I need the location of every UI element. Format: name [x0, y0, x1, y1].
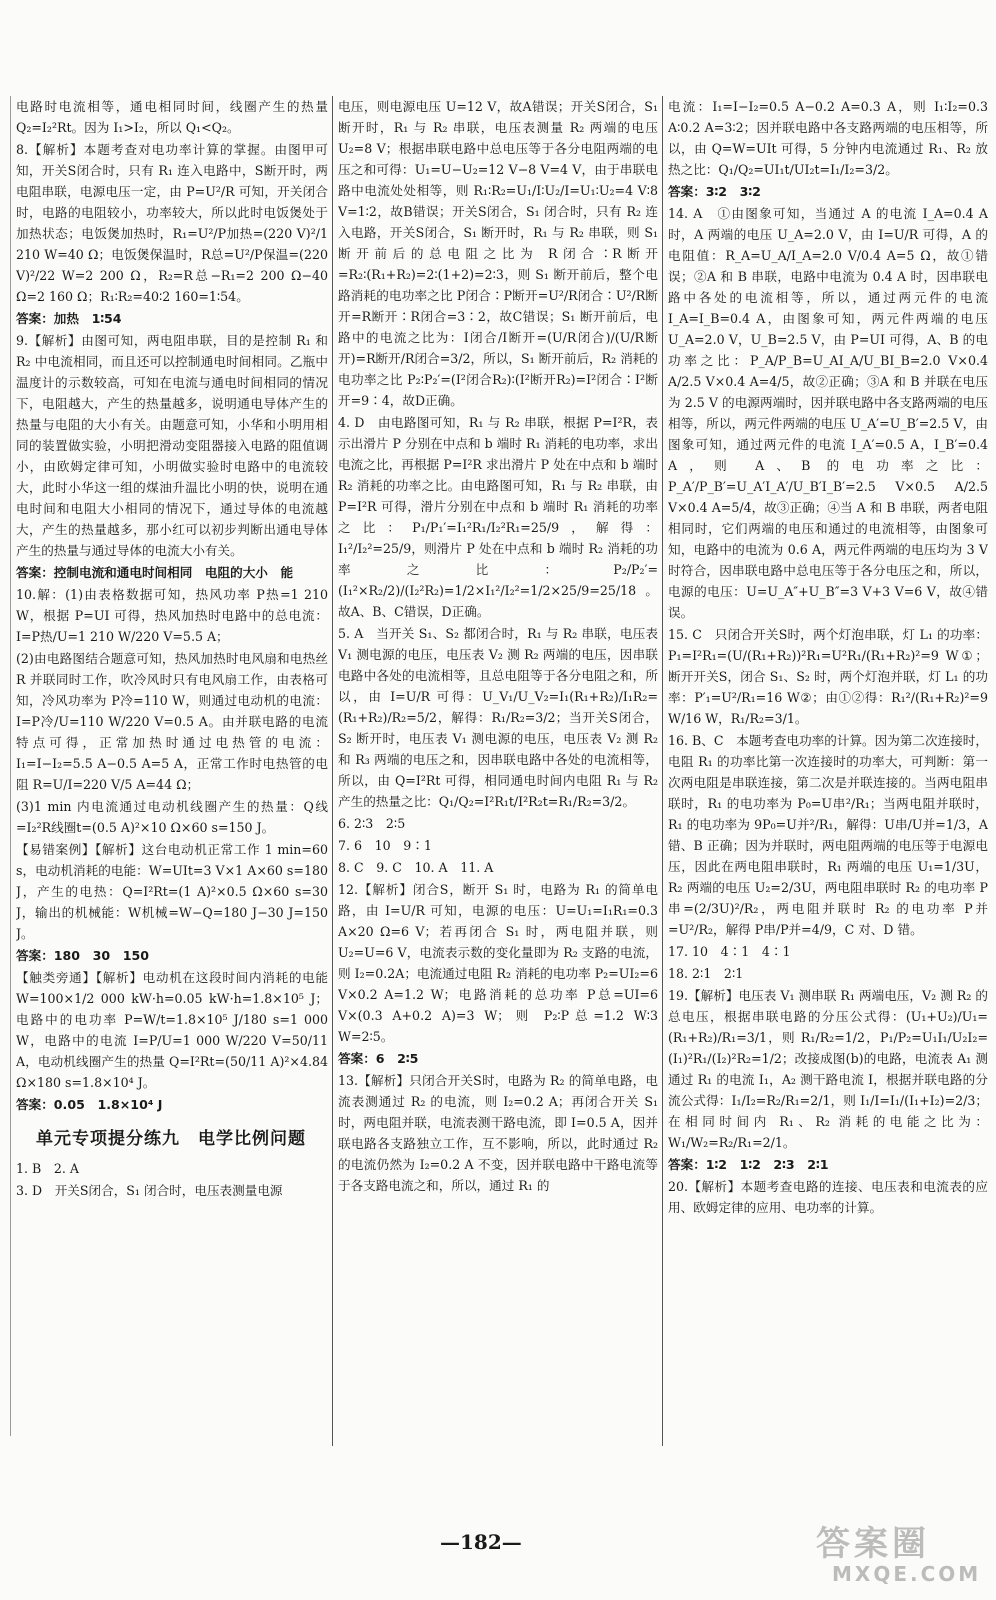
answer-item: 8. C 9. C 10. A 11. A	[338, 860, 494, 875]
answer-item: 4. D 由电路图可知，R₁ 与 R₂ 串联，根据 P=I²R，表示出滑片 P 分别在中点和 b 端时 R₁ 消耗的电功率，求出电流之比，再根据 P=I²R 求出滑片 P 处在中点和 b 端时 R₂ 消耗的功率之比。由电路图可知，R₁ 与 R₂ 串联，由 P=I²R 可得，滑片分别在中点和 b 端时 R₁ 消耗的功率之比：P₁/P₁′=I₁²R₁/I₂²R₁=25/9，解得：I₁²/I₂²=25/9，则滑片 P 处在中点和 b 端时 R₂ 消耗的功率之比：P₂/P₂′=(I₁²×R₂/2)/(I₂²R₂)=1/2×I₁²/I₂²=1/2×25/9=25/18。故A、B、C错误，D正确。	[338, 415, 658, 619]
page-number: —182—	[440, 1530, 522, 1554]
answer-item: 【易错案例】【解析】这台电动机正常工作 1 min=60 s，电动机消耗的电能：W=UIt=3 V×1 A×60 s=180 J，产生的电热：Q=I²Rt=(1 A)²×0.5 Ω×60 s=30 J，输出的机械能：W机械=W−Q=180 J−30 J=150 J。	[16, 842, 328, 941]
answer-item: 7. 6 10 9∶1	[338, 838, 432, 853]
answer-item: 10.解：(1)由表格数据可知，热风功率 P热=1 210 W，根据 P=UI 可得，热风加热时电路中的总电流：I=P热/U=1 210 W/220 V=5.5 A；	[16, 587, 328, 644]
column-middle	[338, 96, 658, 1456]
answer-item: 电流：I₁=I−I₂=0.5 A−0.2 A=0.3 A，则 I₁∶I₂=0.3 A∶0.2 A=3∶2；因并联电路中各支路两端的电压相等，所以，由 Q=W=UIt 可得，5 分钟内电流通过 R₁、R₂ 放热之比：Q₁/Q₂=UI₁t/UI₂t=I₁/I₂=3/2。	[668, 99, 988, 177]
column-left	[16, 96, 328, 1456]
answer-item: (3)1 min 内电流通过电动机线圈产生的热量：Q线=I₂²R线圈t=(0.5 A)²×10 Ω×60 s=150 J。	[16, 799, 328, 835]
section-title: 单元专项提分练九 电学比例问题	[36, 1129, 306, 1149]
answer-item: 3. D 开关S闭合，S₁ 闭合时，电压表测量电源	[16, 1183, 283, 1198]
answer-item: 6. 2∶3 2∶5	[338, 816, 406, 831]
answer-item: 16. B、C 本题考查电功率的计算。因为第二次连接时，电阻 R₁ 的功率比第一次连接时的功率大，可判断：第一次两电阻是串联连接，第二次是并联连接的。当两电阻串联时，R₁ 的电功率为 P₀=U串²/R₁；当两电阻并联时，R₁ 的电功率为 9P₀=U并²/R₁，解得：U串/U并=1/3，A 错、B 正确；因为并联时，两电阻两端的电压等于电源电压，因此在两电阻串联时，R₁ 两端的电压 U₁=1/3U，R₂ 两端的电压 U₂=2/3U，两电阻串联时 R₂ 的电功率 P串=(2/3U)²/R₂，两电阻并联时 R₂ 的电功率 P并=U²/R₂，解得 P串/P并=4/9，C 对、D 错。	[668, 733, 988, 937]
answer-item: 1. B 2. A	[16, 1161, 79, 1176]
answer-item: 14. A ①由图象可知，当通过 A 的电流 I_A=0.4 A 时，A 两端的电压 U_A=2.0 V，由 I=U/R 可得，A 的电阻值：R_A=U_A/I_A=2.0 V/0.4 A=5 Ω，故①错误；②A 和 B 串联，电路中电流为 0.4 A 时，因串联电路中各处的电流相等，所以，通过两元件的电流 I_A=I_B=0.4 A，由图象可知，两元件两端的电压 U_A=2.0 V，U_B=2.5 V，由 P=UI 可得，A、B 的电功率之比：P_A/P_B=U_AI_A/U_BI_B=2.0 V×0.4 A/2.5 V×0.4 A=4/5，故②正确；③A 和 B 并联在电压为 2.5 V 的电源两端时，因并联电路中各支路两端的电压相等，所以，两元件两端的电压 U_A′=U_B′=2.5 V，由图象可知，通过两元件的电流 I_A′=0.5 A，I_B′=0.4 A，则 A、B 的电功率之比：P_A′/P_B′=U_A′I_A′/U_B′I_B′=2.5 V×0.5 A/2.5 V×0.4 A=5/4，故③正确；④当 A 和 B 串联，两者电阻相同时，它们两端的电压和通过的电流相等，由图象可知，电路中的电流为 0.6 A，两元件两端的电压均为 3 V 时符合，因串联电路中总电压等于各分电压之和，所以，电源的电压：U=U_A″+U_B″=3 V+3 V=6 V，故④错误。	[668, 206, 988, 620]
watermark-url: MXQE.COM	[832, 1562, 982, 1586]
answer-item: 13.【解析】只闭合开关S时，电路为 R₂ 的简单电路，电流表测通过 R₂ 的电流，则 I₂=0.2 A；再闭合开关 S₁ 时，两电阻并联，电流表测干路电流，即 I=0.5 A，因并联电路各支路独立工作，互不影响，所以，此时通过 R₂ 的电流仍然为 I₂=0.2 A 不变，因并联电路中干路电流等于各支路电流之和，所以，通过 R₁ 的	[338, 1073, 658, 1193]
answer-line: 答案：180 30 150	[16, 948, 150, 963]
answer-item: 电压，则电源电压 U=12 V，故A错误；开关S闭合，S₁ 断开时，R₁ 与 R₂ 串联，电压表测量 R₂ 两端的电压 U₂=8 V；根据串联电路中总电压等于各分电阻两端的电压之和可得：U₁=U−U₂=12 V−8 V=4 V，由于串联电路中电流处处相等，则 R₁∶R₂=U₁/I∶U₂/I=U₁∶U₂=4 V∶8 V=1∶2，故B错误；开关S闭合，S₁ 闭合时，只有 R₂ 连入电路，开关S闭合，S₁ 断开时，R₁ 与 R₂ 串联，则 S₁ 断开前后的总电阻之比为 R闭合∶R断开=R₂∶(R₁+R₂)=2∶(1+2)=2∶3，则 S₁ 断开前后，整个电路消耗的电功率之比 P闭合∶P断开=U²/R闭合∶U²/R断开=R断开∶R闭合=3∶2，故C错误；S₁ 断开前后，电路中的电流之比为：I闭合/I断开=(U/R闭合)/(U/R断开)=R断开/R闭合=3/2，所以，S₁ 断开前后，R₂ 消耗的电功率之比 P₂∶P₂′=(I²闭合R₂)∶(I²断开R₂)=I²闭合∶I²断开=9∶4，故D正确。	[338, 99, 658, 408]
watermark-logo	[816, 1516, 986, 1596]
answer-item: 8.【解析】本题考查对电功率计算的掌握。由图甲可知，开关S闭合时，只有 R₁ 连入电路中，S断开时，两电阻串联，电源电压一定，由 P=U²/R 可知，开关闭合时，电路的电阻较小，功率较大，所以此时电饭煲处于加热状态；电饭煲加热时，R₁=U²/P加热=(220 V)²/1 210 W=40 Ω；电饭煲保温时，R总=U²/P保温=(220 V)²/22 W=2 200 Ω，R₂=R总−R₁=2 200 Ω−40 Ω=2 160 Ω；R₁∶R₂=40∶2 160=1∶54。	[16, 142, 328, 304]
answer-item: 【触类旁通】【解析】电动机在这段时间内消耗的电能 W=100×1/2 000 kW·h=0.05 kW·h=1.8×10⁵ J；电路中的电功率 P=W/t=1.8×10⁵ J/180 s=1 000 W，电路中的电流 I=P/U=1 000 W/220 V=50/11 A，电动机线圈产生的热量 Q=I²Rt=(50/11 A)²×4.84 Ω×180 s=1.8×10⁴ J。	[16, 970, 328, 1090]
answer-line: 答案：加热 1∶54	[16, 311, 122, 326]
column-divider	[662, 96, 663, 1446]
answer-line: 答案：控制电流和通电时间相同 电阻的大小 能	[16, 565, 294, 580]
answer-item: 12.【解析】闭合S，断开 S₁ 时，电路为 R₁ 的简单电路，由 I=U/R 可知，电源的电压：U=U₁=I₁R₁=0.3 A×20 Ω=6 V；若再闭合 S₁ 时，两电阻并联，则 U₂=U=6 V，电流表示数的变化量即为 R₂ 支路的电流，则 I₂=0.2A；电流通过电阻 R₂ 消耗的电功率 P₂=UI₂=6 V×0.2 A=1.2 W；电路消耗的总功率 P总=UI=6 V×(0.3 A+0.2 A)=3 W；则 P₂∶P总=1.2 W∶3 W=2∶5。	[338, 882, 658, 1044]
answer-item: (2)由电路图结合题意可知，热风加热时电风扇和电热丝 R 并联同时工作，吹冷风时只有电风扇工作，由表格可知，冷风功率为 P冷=110 W，则通过电动机的电流：I=P冷/U=110 W/220 V=0.5 A。由并联电路的电流特点可得，正常加热时通过电热管的电流：I₁=I−I₂=5.5 A−0.5 A=5 A，正常工作时电热管的电阻 R=U/I=220 V/5 A=44 Ω；	[16, 651, 328, 792]
watermark-text: 答案圈	[816, 1524, 930, 1564]
answer-line: 答案：6 2∶5	[338, 1051, 419, 1066]
answer-item: 15. C 只闭合开关S时，两个灯泡串联，灯 L₁ 的功率：P₁=I²R₁=(U/(R₁+R₂))²R₁=U²R₁/(R₁+R₂)²=9 W①；断开开关S，闭合 S₁、S₂ 时，两个灯泡并联，灯 L₁ 的功率：P′₁=U²/R₁=16 W②；由①②得：R₁²/(R₁+R₂)²=9 W/16 W，R₁/R₂=3/1。	[668, 627, 988, 726]
answer-item: 5. A 当开关 S₁、S₂ 都闭合时，R₁ 与 R₂ 串联，电压表 V₁ 测电源的电压，电压表 V₂ 测 R₂ 两端的电压，因串联电路中各处的电流相等，且总电阻等于各分电阻之和，所以，由 I=U/R 可得：U_V₁/U_V₂=I₁(R₁+R₂)/I₁R₂=(R₁+R₂)/R₂=5/2，解得：R₁/R₂=3/2；当开关S闭合，S₂ 断开时，电压表 V₁ 测电源的电压，电压表 V₂ 测 R₂ 和 R₃ 两端的电压之和，因串联电路中各处的电流相等，所以，由 Q=I²Rt 可得，相同通电时间内电阻 R₁ 与 R₂ 产生的热量之比：Q₁/Q₂=I²R₁t/I²R₂t=R₁/R₂=3/2。	[338, 626, 658, 809]
column-right	[668, 96, 988, 1456]
answer-item: 20.【解析】本题考查电路的连接、电压表和电流表的应用、欧姆定律的应用、电功率的计算。	[668, 1179, 988, 1215]
answer-line: 答案：1∶2 1∶2 2∶3 2∶1	[668, 1157, 829, 1172]
binding-margin	[0, 96, 11, 1436]
answer-line: 答案：3∶2 3∶2	[668, 184, 761, 199]
column-divider	[332, 96, 333, 1446]
answer-item: 电路时电流相等，通电相同时间，线圈产生的热量 Q₂=I₂²Rt。因为 I₁>I₂，所以 Q₁<Q₂。	[16, 99, 328, 135]
answer-item: 18. 2∶1 2∶1	[668, 966, 744, 981]
answer-item: 17. 10 4∶1 4∶1	[668, 944, 791, 959]
answer-line: 答案：0.05 1.8×10⁴ J	[16, 1097, 163, 1112]
answer-item: 9.【解析】由图可知，两电阻串联，目的是控制 R₁ 和 R₂ 中电流相同，而且还可以控制通电时间相同。乙瓶中温度计的示数较高，可知在电流与通电时间相同的情况下，电阻越大，产生的热量越多，说明通电导体产生的热量与电阻的大小有关。由题意可知，小华和小明用相同的装置做实验，小明把滑动变阻器接入电路的阻值调小，由欧姆定律可知，小明做实验时电路中的电流较大，此时小华这一组的煤油升温比小明的快，说明在通电时间和电阻大小相同的情况下，通过导体的电流越大，产生的热量越多，那小红可以初步判断出通电导体产生的热量与通过导体的电流大小有关。	[16, 333, 328, 558]
answer-item: 19.【解析】电压表 V₁ 测串联 R₁ 两端电压，V₂ 测 R₂ 的总电压，根据串联电路的分压公式得：(U₁+U₂)/U₁=(R₁+R₂)/R₁=3/1，则 R₁/R₂=1/2，P₁/P₂=U₁I₁/U₂I₂=(I₁)²R₁/(I₂)²R₂=1/2；改接成图(b)的电路，电流表 A₁ 测通过 R₁ 的电流 I₁，A₂ 测干路电流 I，根据并联电路的分流公式得：I₁/I₂=R₂/R₁=2/1，则 I₁/I=I₁/(I₁+I₂)=2/3；在相同时间内 R₁、R₂ 消耗的电能之比为：W₁/W₂=R₂/R₁=2/1。	[668, 988, 988, 1150]
